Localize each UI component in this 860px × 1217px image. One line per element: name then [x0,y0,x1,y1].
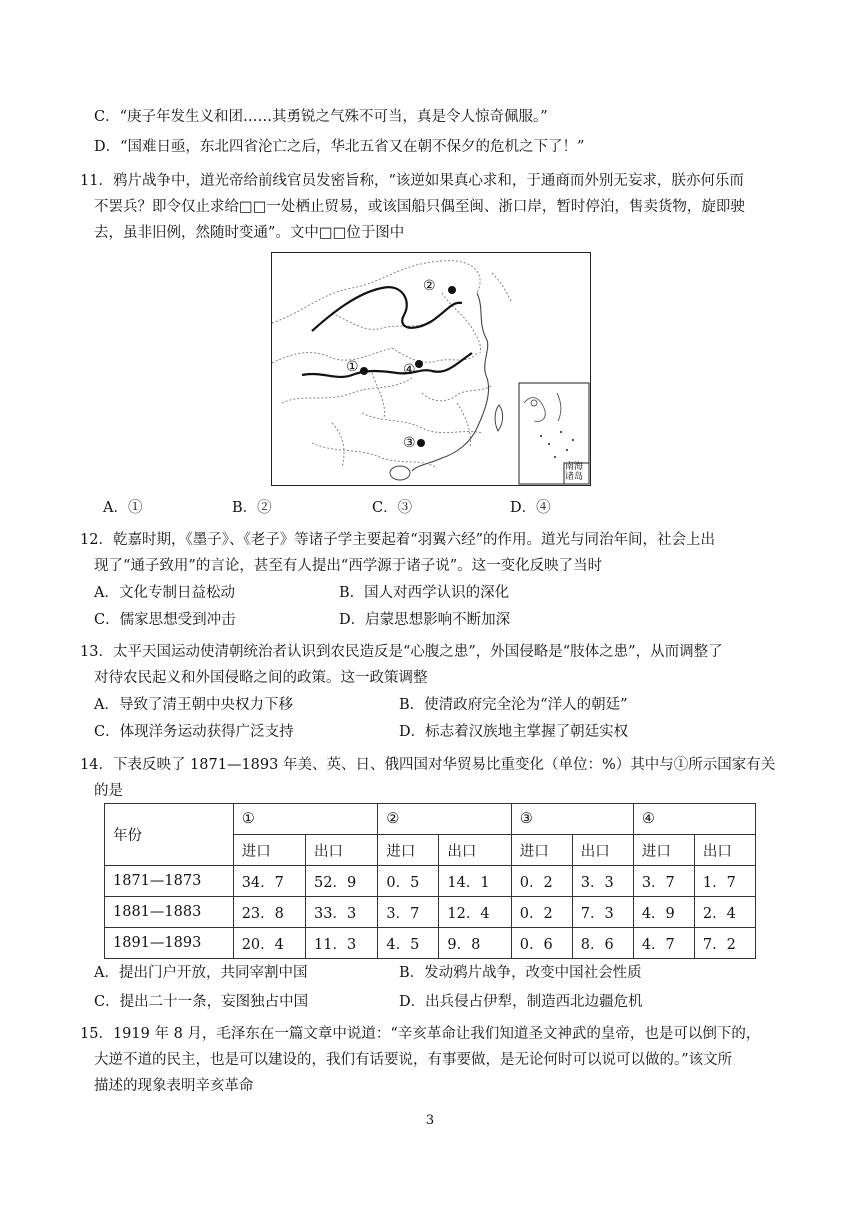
q13-option-a: A．导致了清王朝中央权力下移 [94,697,293,713]
q12-text-line2: 现了“通子致用”的言论，甚至有人提出“西学源于诸子说”。这一变化反映了当时 [94,558,603,574]
q13-option-c: C．体现洋务运动获得广泛支持 [94,724,294,740]
q13-text-line1: 13．太平天国运动使清朝统治者认识到农民造反是“心腹之患”，外国侵略是“肢体之患”，从而调整了 [80,644,723,660]
table-cell: 3．7 [633,866,694,897]
table-subheader-import: 进口 [633,835,694,866]
q14-text-line1: 14．下表反映了 1871—1893 年美、英、日、俄四国对华贸易比重变化（单位：%）其中与①所示国家有关 [80,757,776,773]
q11-option-c: C．③ [372,500,413,516]
q11-text-line1: 11．鸦片战争中，道光帝给前线官员发密旨称，“该逆如果真心求和，于通商而外别无妄求，朕亦何乐而 [80,173,744,189]
china-map-figure [271,252,591,486]
prev-option-c: C．“庚子年发生义和团……其勇锐之气殊不可当，真是令人惊奇佩服。” [94,109,548,125]
table-subheader-export: 出口 [694,835,755,866]
table-header-country-3: ③ [511,804,633,835]
table-cell: 9．8 [439,928,511,959]
table-cell: 7．2 [694,928,755,959]
table-header-country-2: ② [378,804,511,835]
table-cell: 1．7 [694,866,755,897]
q12-option-c: C．儒家思想受到冲击 [94,612,236,628]
prev-option-d: D．“国难日亟，东北四省沦亡之后，华北五省又在朝不保夕的危机之下了！” [94,139,585,155]
inset-label-line1: 南海 [565,462,584,472]
table-cell: 4．7 [633,928,694,959]
q11-option-a: A．① [103,500,143,516]
q14-option-a: A．提出门户开放，共同宰割中国 [94,965,308,981]
table-subheader-export: 出口 [306,835,378,866]
q14-text-line2: 的是 [94,783,123,799]
table-header-year: 年份 [105,804,234,866]
map-marker-2: ② [423,278,436,294]
table-row [105,866,756,897]
map-marker-1: ① [346,359,359,375]
q13-text-line2: 对待农民起义和外国侵略之间的政策。这一政策调整 [94,670,428,686]
table-subheader-import: 进口 [511,835,572,866]
table-cell: 8．6 [572,928,633,959]
q11-option-d: D．④ [510,500,551,516]
table-cell: 34．7 [233,866,305,897]
map-marker-4: ④ [403,362,416,378]
map-marker-3: ③ [403,435,416,451]
table-cell: 52．9 [306,866,378,897]
table-cell: 1891—1893 [105,928,234,959]
table-cell: 14．1 [439,866,511,897]
q12-option-d: D．启蒙思想影响不断加深 [339,612,511,628]
table-cell: 23．8 [233,897,305,928]
table-cell: 3．3 [572,866,633,897]
q14-option-c: C．提出二十一条，妄图独占中国 [94,994,309,1010]
table-subheader-export: 出口 [572,835,633,866]
q12-option-a: A．文化专制日益松动 [94,585,235,601]
table-cell: 4．5 [378,928,439,959]
q12-text-line1: 12．乾嘉时期，《墨子》、《老子》等诸子学主要起着“羽翼六经”的作用。道光与同治年间，社会上出 [80,532,716,548]
table-cell: 33．3 [306,897,378,928]
table-cell: 3．7 [378,897,439,928]
q15-text-line3: 描述的现象表明辛亥革命 [94,1078,254,1094]
q11-option-b: B．② [232,500,272,516]
q12-option-b: B．国人对西学认识的深化 [339,585,510,601]
table-subheader-import: 进口 [378,835,439,866]
table-cell: 1871—1873 [105,866,234,897]
table-cell: 0．6 [511,928,572,959]
trade-share-table [104,803,756,959]
page-number: 3 [425,1113,435,1128]
table-cell: 2．4 [694,897,755,928]
q11-text-line3: 去，虽非旧例，然随时变通”。文中□□位于图中 [94,225,405,241]
inset-label-line2: 诸岛 [565,472,584,482]
q13-option-d: D．标志着汉族地主掌握了朝廷实权 [399,724,629,740]
table-header-country-1: ① [233,804,378,835]
q15-text-line2: 大逆不道的民主，也是可以建设的，我们有话要说，有事要做，是无论何时可以说可以做的。”该文所 [94,1052,733,1068]
table-cell: 7．3 [572,897,633,928]
q14-option-d: D．出兵侵占伊犁，制造西北边疆危机 [399,994,643,1010]
table-cell: 12．4 [439,897,511,928]
table-subheader-import: 进口 [233,835,305,866]
table-subheader-export: 出口 [439,835,511,866]
table-row [105,897,756,928]
table-cell: 4．9 [633,897,694,928]
table-cell: 0．5 [378,866,439,897]
q13-option-b: B．使清政府完全沦为“洋人的朝廷” [399,697,628,713]
table-cell: 0．2 [511,866,572,897]
table-cell: 11．3 [306,928,378,959]
q11-text-line2: 不罢兵？即令仅止求给□□一处栖止贸易，或该国船只偶至闽、浙口岸，暂时停泊，售卖货物，旋即驶 [94,199,745,215]
table-cell: 0．2 [511,897,572,928]
table-cell: 1881—1883 [105,897,234,928]
table-row [105,928,756,959]
q14-option-b: B．发动鸦片战争，改变中国社会性质 [399,965,642,981]
q15-text-line1: 15．1919 年 8 月，毛泽东在一篇文章中说道：“辛亥革命让我们知道圣文神武的皇帝，也是可以倒下的， [80,1026,761,1042]
table-header-country-4: ④ [633,804,755,835]
table-cell: 20．4 [233,928,305,959]
